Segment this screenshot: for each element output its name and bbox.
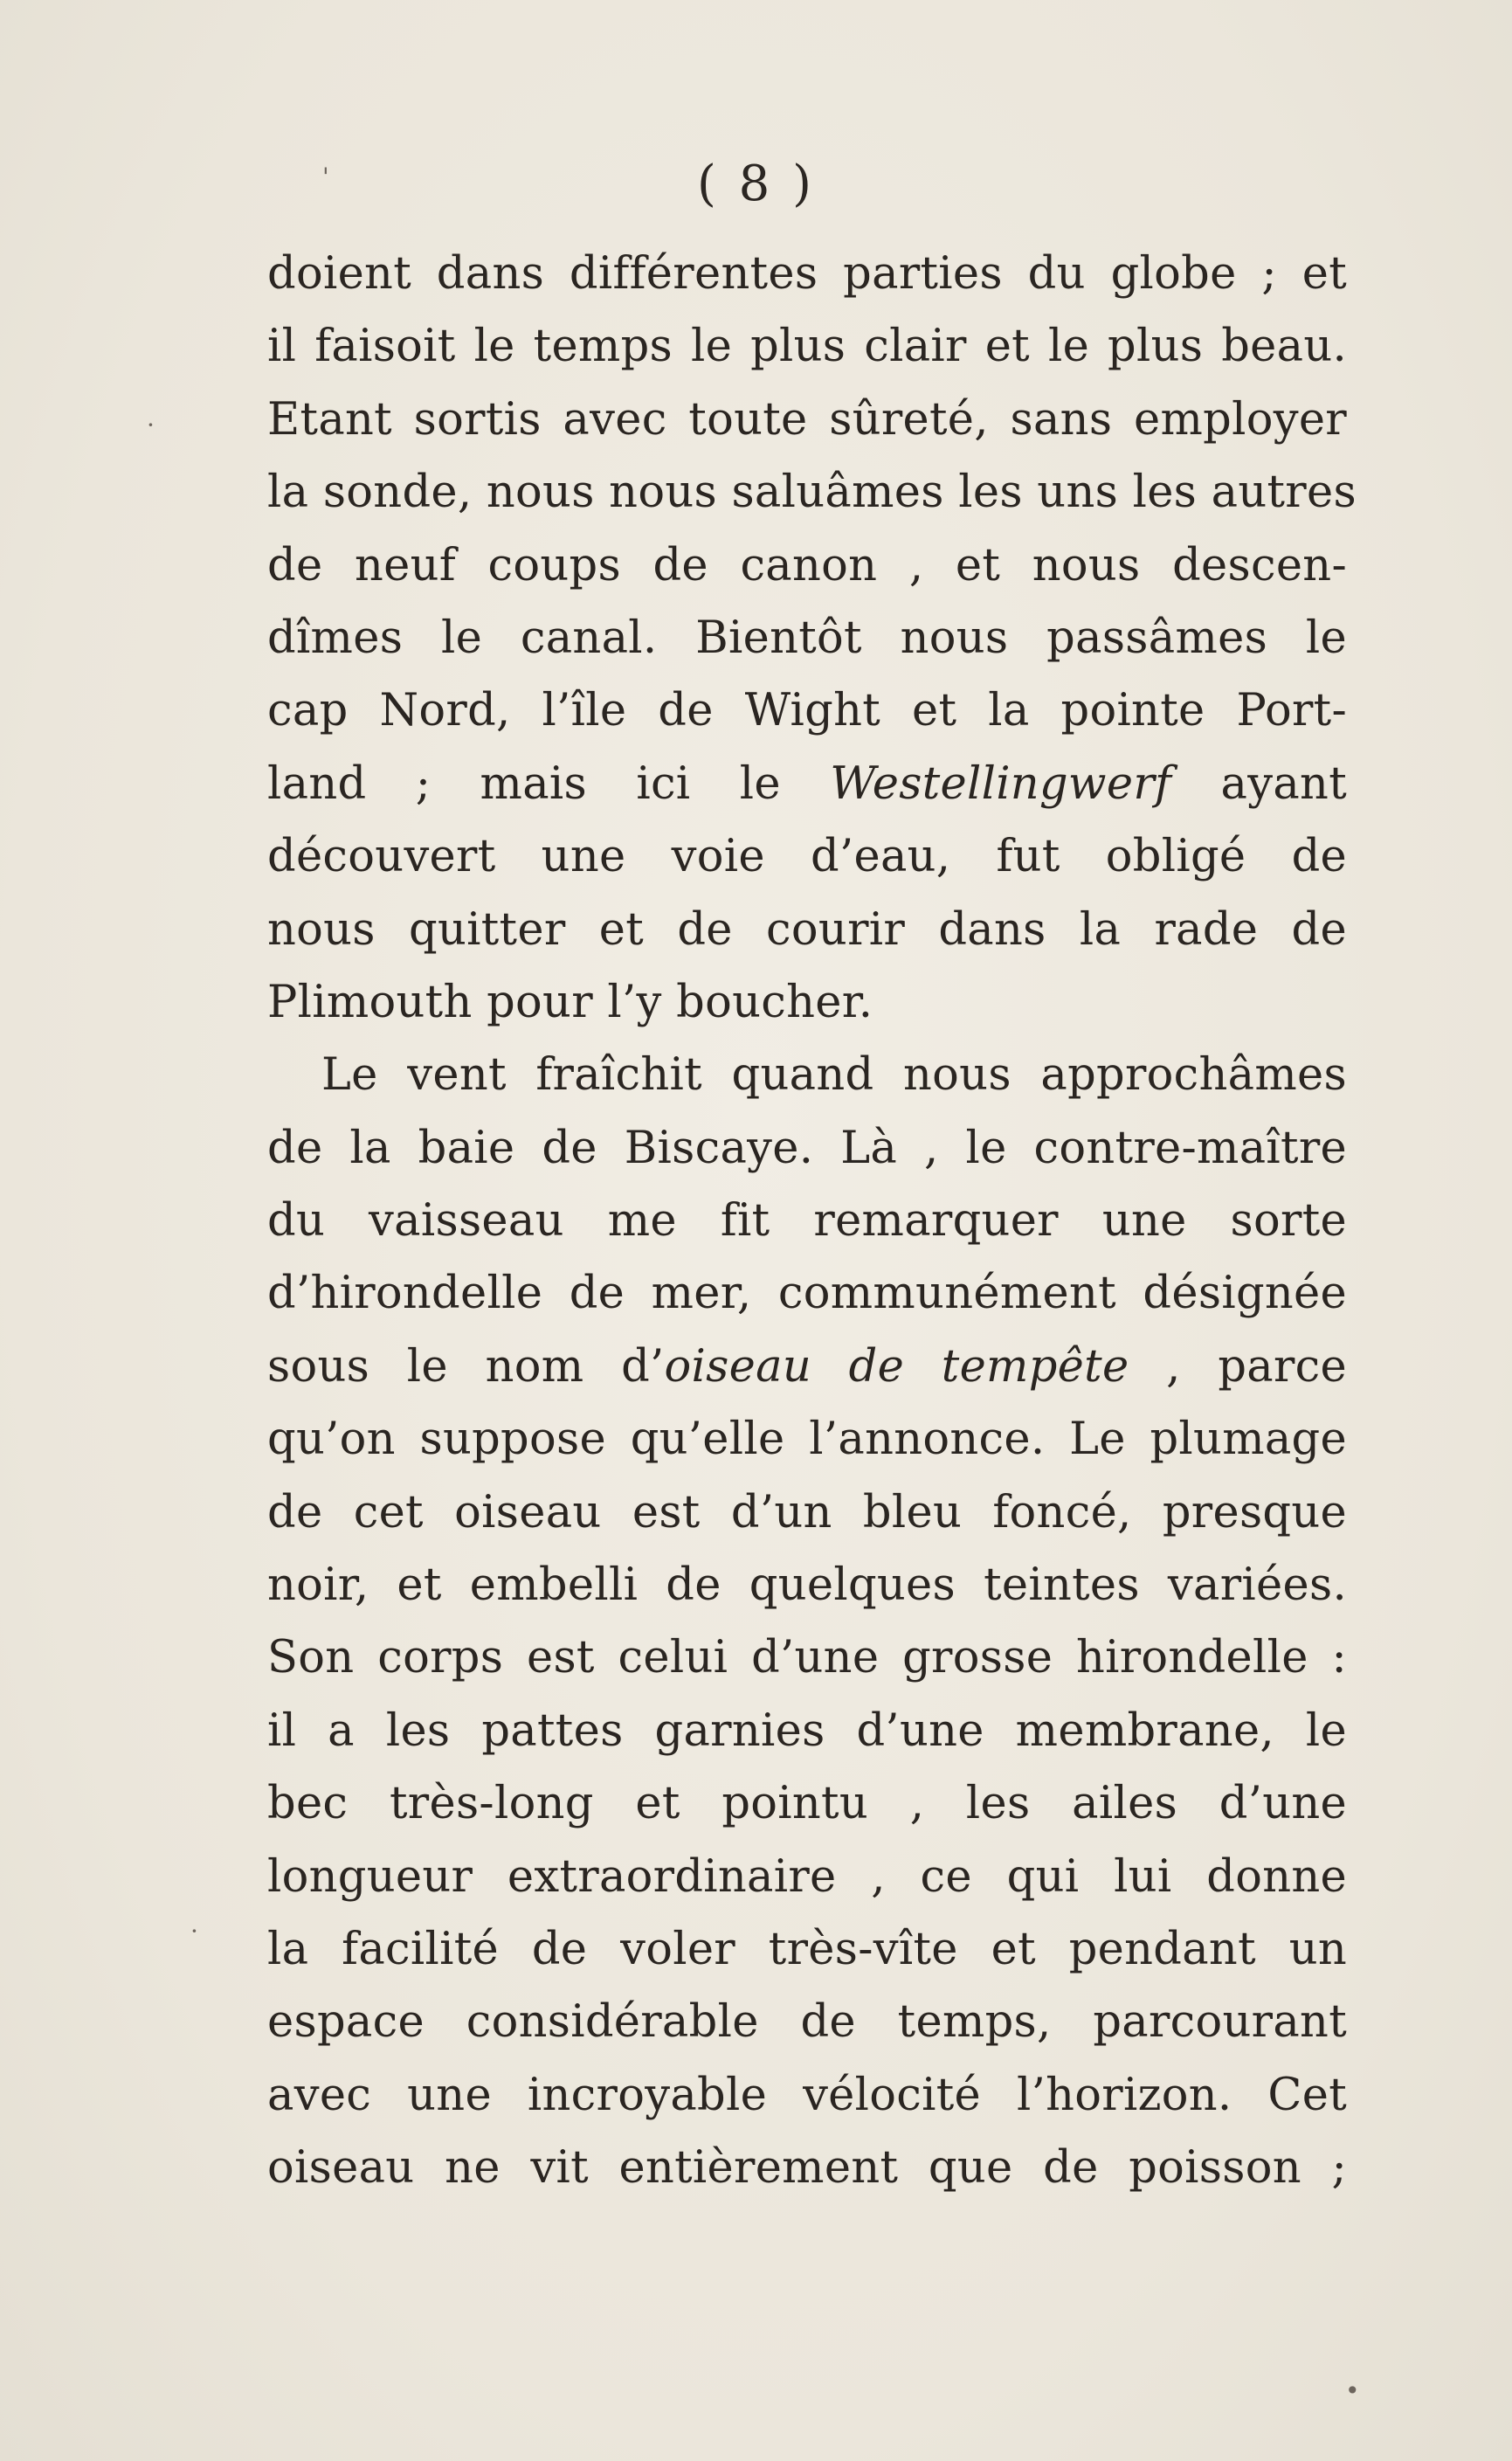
text-line: il faisoit le temps le plus clair et le plus beau.	[267, 321, 1347, 373]
text-line: il a les pattes garnies d’une membrane, le	[267, 1704, 1347, 1757]
text-line: oiseau ne vit entièrement que de poisson ;	[267, 2142, 1347, 2195]
text-line: bec très-long et pointu , les ailes d’une	[267, 1778, 1347, 1830]
text-segment: sous le nom d’	[267, 1340, 665, 1393]
text-line: la sonde, nous nous saluâmes les uns les autres	[267, 467, 1357, 519]
body-text	[267, 238, 1357, 2205]
text-segment: , parce	[1129, 1340, 1348, 1393]
text-line: Le vent fraîchit quand nous approchâmes	[321, 1049, 1347, 1102]
text-line: Plimouth pour l’y boucher.	[267, 976, 873, 1028]
text-line: cap Nord, l’île de Wight et la pointe Port-	[267, 685, 1347, 737]
text-line: longueur extraordinaire , ce qui lui donne	[267, 1850, 1347, 1903]
text-line: la facilité de voler très-vîte et pendant un	[267, 1923, 1347, 1975]
text-line: découvert une voie d’eau, fut obligé de	[267, 831, 1347, 883]
ship-name: Westellingwerf	[830, 757, 1172, 810]
text-line: de cet oiseau est d’un bleu foncé, presque	[267, 1486, 1347, 1538]
text-line: qu’on suppose qu’elle l’annonce. Le plumage	[267, 1414, 1347, 1466]
text-segment: land ; mais ici le	[267, 757, 831, 810]
text-line: de neuf coups de canon , et nous descen-	[267, 539, 1347, 591]
text-line: Son corps est celui d’une grosse hirondelle :	[267, 1632, 1347, 1684]
text-line	[267, 748, 1347, 820]
text-line: du vaisseau me fit remarquer une sorte	[267, 1195, 1347, 1248]
text-line: Etant sortis avec toute sûreté, sans employer	[267, 393, 1347, 446]
text-line: espace considérable de temps, parcourant	[267, 1996, 1347, 2049]
text-line	[267, 1331, 1347, 1403]
ink-speck: ·	[147, 411, 155, 439]
text-line: d’hirondelle de mer, communément désignée	[267, 1268, 1347, 1320]
ink-speck: •	[1345, 2376, 1360, 2405]
ink-speck: ·	[190, 1917, 198, 1946]
bird-name: oiseau de tempête	[664, 1340, 1129, 1393]
text-line: de la baie de Biscaye. Là , le contre-maître	[267, 1122, 1347, 1174]
text-segment: ayant	[1171, 757, 1347, 810]
text-line: avec une incroyable vélocité l’horizon. Cet	[267, 2069, 1347, 2121]
text-line: doient dans différentes parties du globe ; et	[267, 248, 1347, 300]
ink-speck: '	[322, 162, 329, 191]
text-line: noir, et embelli de quelques teintes variées.	[267, 1559, 1347, 1612]
text-line: nous quitter et de courir dans la rade de	[267, 903, 1347, 956]
text-line: dîmes le canal. Bientôt nous passâmes le	[267, 612, 1347, 664]
page-number: ( 8 )	[697, 156, 815, 212]
